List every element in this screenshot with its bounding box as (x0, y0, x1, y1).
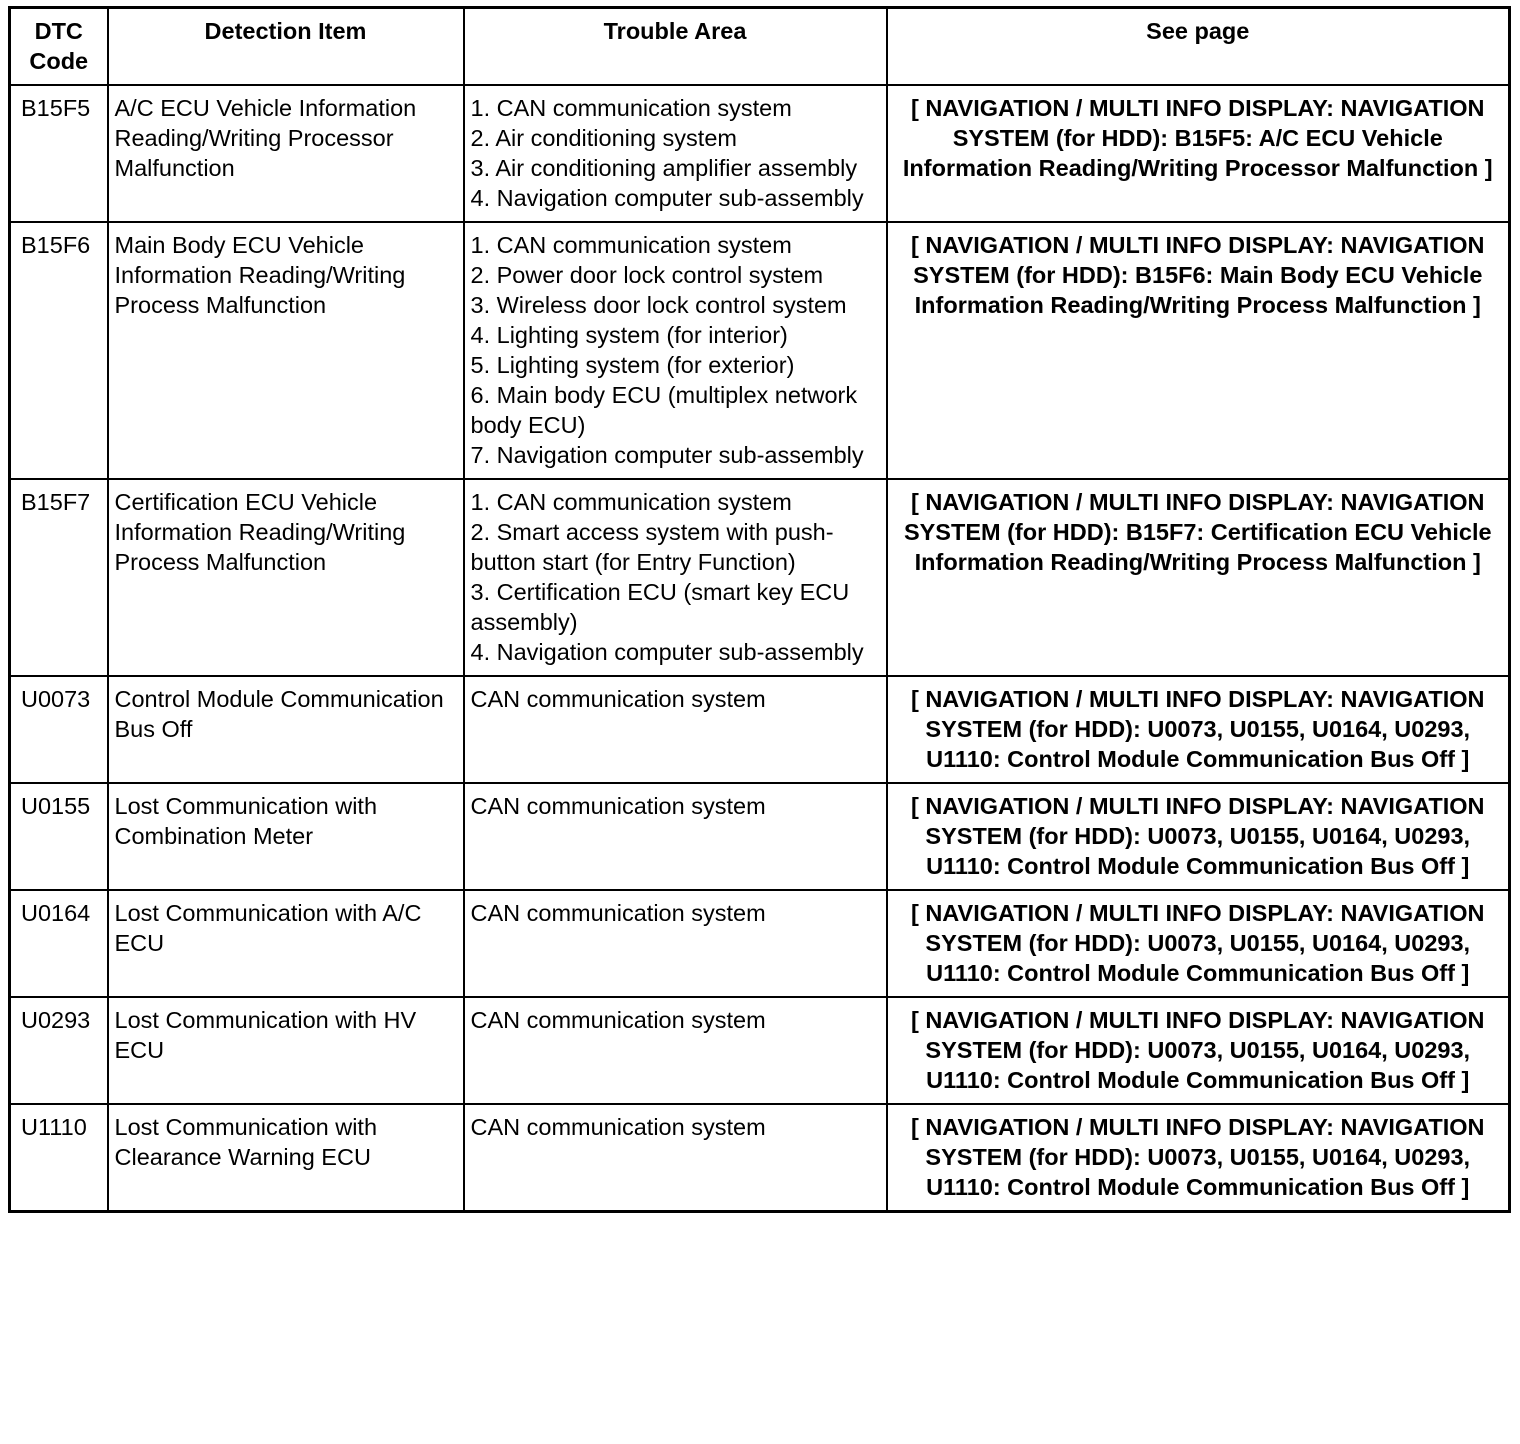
trouble-area-item: 4. Navigation computer sub-assembly (470, 185, 864, 211)
detection-item-cell: Lost Communication with A/C ECU (108, 890, 464, 997)
trouble-area-cell (464, 676, 887, 783)
dtc-code-cell: U0164 (10, 890, 108, 997)
trouble-area-item: 5. Lighting system (for exterior) (470, 352, 795, 378)
trouble-area-item: 7. Navigation computer sub-assembly (470, 442, 864, 468)
see-page-cell: [ NAVIGATION / MULTI INFO DISPLAY: NAVIGATION SYSTEM (for HDD): U0073, U0155, U0164, U0293, U1110: Control Module Communication Bus Off ] (887, 890, 1510, 997)
table-row (10, 997, 1510, 1104)
trouble-area-item: CAN communication system (470, 793, 766, 819)
see-page-cell: [ NAVIGATION / MULTI INFO DISPLAY: NAVIGATION SYSTEM (for HDD): B15F6: Main Body ECU Vehicle Information Reading/Writing Process Malfunction ] (887, 222, 1510, 479)
trouble-area-cell (464, 783, 887, 890)
trouble-area-cell (464, 997, 887, 1104)
header-trouble-area: Trouble Area (464, 8, 887, 86)
detection-item-cell: Certification ECU Vehicle Information Reading/Writing Process Malfunction (108, 479, 464, 676)
detection-item-cell: A/C ECU Vehicle Information Reading/Writing Processor Malfunction (108, 85, 464, 222)
table-row (10, 676, 1510, 783)
trouble-area-item: 2. Smart access system with push-button start (for Entry Function) (470, 519, 834, 575)
trouble-area-item: 6. Main body ECU (multiplex network body ECU) (470, 382, 858, 438)
dtc-code-cell: U1110 (10, 1104, 108, 1212)
table-row (10, 783, 1510, 890)
dtc-table (8, 6, 1511, 1213)
see-page-cell: [ NAVIGATION / MULTI INFO DISPLAY: NAVIGATION SYSTEM (for HDD): U0073, U0155, U0164, U0293, U1110: Control Module Communication Bus Off ] (887, 1104, 1510, 1212)
trouble-area-item: 3. Certification ECU (smart key ECU assembly) (470, 579, 850, 635)
dtc-code-cell: B15F7 (10, 479, 108, 676)
trouble-area-item: CAN communication system (470, 686, 766, 712)
trouble-area-item: 1. CAN communication system (470, 489, 792, 515)
dtc-code-cell: U0155 (10, 783, 108, 890)
trouble-area-item: 2. Air conditioning system (470, 125, 737, 151)
table-row (10, 1104, 1510, 1212)
detection-item-cell: Lost Communication with Combination Meter (108, 783, 464, 890)
header-row (10, 8, 1510, 86)
dtc-code-cell: U0073 (10, 676, 108, 783)
trouble-area-item: 3. Wireless door lock control system (470, 292, 847, 318)
trouble-area-item: 4. Navigation computer sub-assembly (470, 639, 864, 665)
see-page-cell: [ NAVIGATION / MULTI INFO DISPLAY: NAVIGATION SYSTEM (for HDD): B15F7: Certification ECU Vehicle Information Reading/Writing Process Malfunction ] (887, 479, 1510, 676)
trouble-area-item: 2. Power door lock control system (470, 262, 824, 288)
table-row (10, 479, 1510, 676)
header-detection-item: Detection Item (108, 8, 464, 86)
see-page-cell: [ NAVIGATION / MULTI INFO DISPLAY: NAVIGATION SYSTEM (for HDD): U0073, U0155, U0164, U0293, U1110: Control Module Communication Bus Off ] (887, 676, 1510, 783)
trouble-area-item: CAN communication system (470, 900, 766, 926)
see-page-cell: [ NAVIGATION / MULTI INFO DISPLAY: NAVIGATION SYSTEM (for HDD): U0073, U0155, U0164, U0293, U1110: Control Module Communication Bus Off ] (887, 997, 1510, 1104)
see-page-cell: [ NAVIGATION / MULTI INFO DISPLAY: NAVIGATION SYSTEM (for HDD): U0073, U0155, U0164, U0293, U1110: Control Module Communication Bus Off ] (887, 783, 1510, 890)
dtc-code-cell: B15F5 (10, 85, 108, 222)
see-page-cell: [ NAVIGATION / MULTI INFO DISPLAY: NAVIGATION SYSTEM (for HDD): B15F5: A/C ECU Vehicle Information Reading/Writing Processor Malfunction ] (887, 85, 1510, 222)
trouble-area-cell (464, 85, 887, 222)
detection-item-cell: Main Body ECU Vehicle Information Reading/Writing Process Malfunction (108, 222, 464, 479)
trouble-area-cell (464, 1104, 887, 1212)
trouble-area-item: 1. CAN communication system (470, 95, 792, 121)
trouble-area-item: CAN communication system (470, 1007, 766, 1033)
trouble-area-cell (464, 890, 887, 997)
header-dtc-code: DTC Code (10, 8, 108, 86)
detection-item-cell: Lost Communication with HV ECU (108, 997, 464, 1104)
trouble-area-item: 4. Lighting system (for interior) (470, 322, 788, 348)
trouble-area-cell (464, 479, 887, 676)
detection-item-cell: Lost Communication with Clearance Warning ECU (108, 1104, 464, 1212)
table-row (10, 222, 1510, 479)
dtc-code-cell: U0293 (10, 997, 108, 1104)
trouble-area-item: 1. CAN communication system (470, 232, 792, 258)
table-row (10, 890, 1510, 997)
table-row (10, 85, 1510, 222)
trouble-area-cell (464, 222, 887, 479)
dtc-code-cell: B15F6 (10, 222, 108, 479)
header-see-page: See page (887, 8, 1510, 86)
trouble-area-item: 3. Air conditioning amplifier assembly (470, 155, 858, 181)
trouble-area-item: CAN communication system (470, 1114, 766, 1140)
detection-item-cell: Control Module Communication Bus Off (108, 676, 464, 783)
